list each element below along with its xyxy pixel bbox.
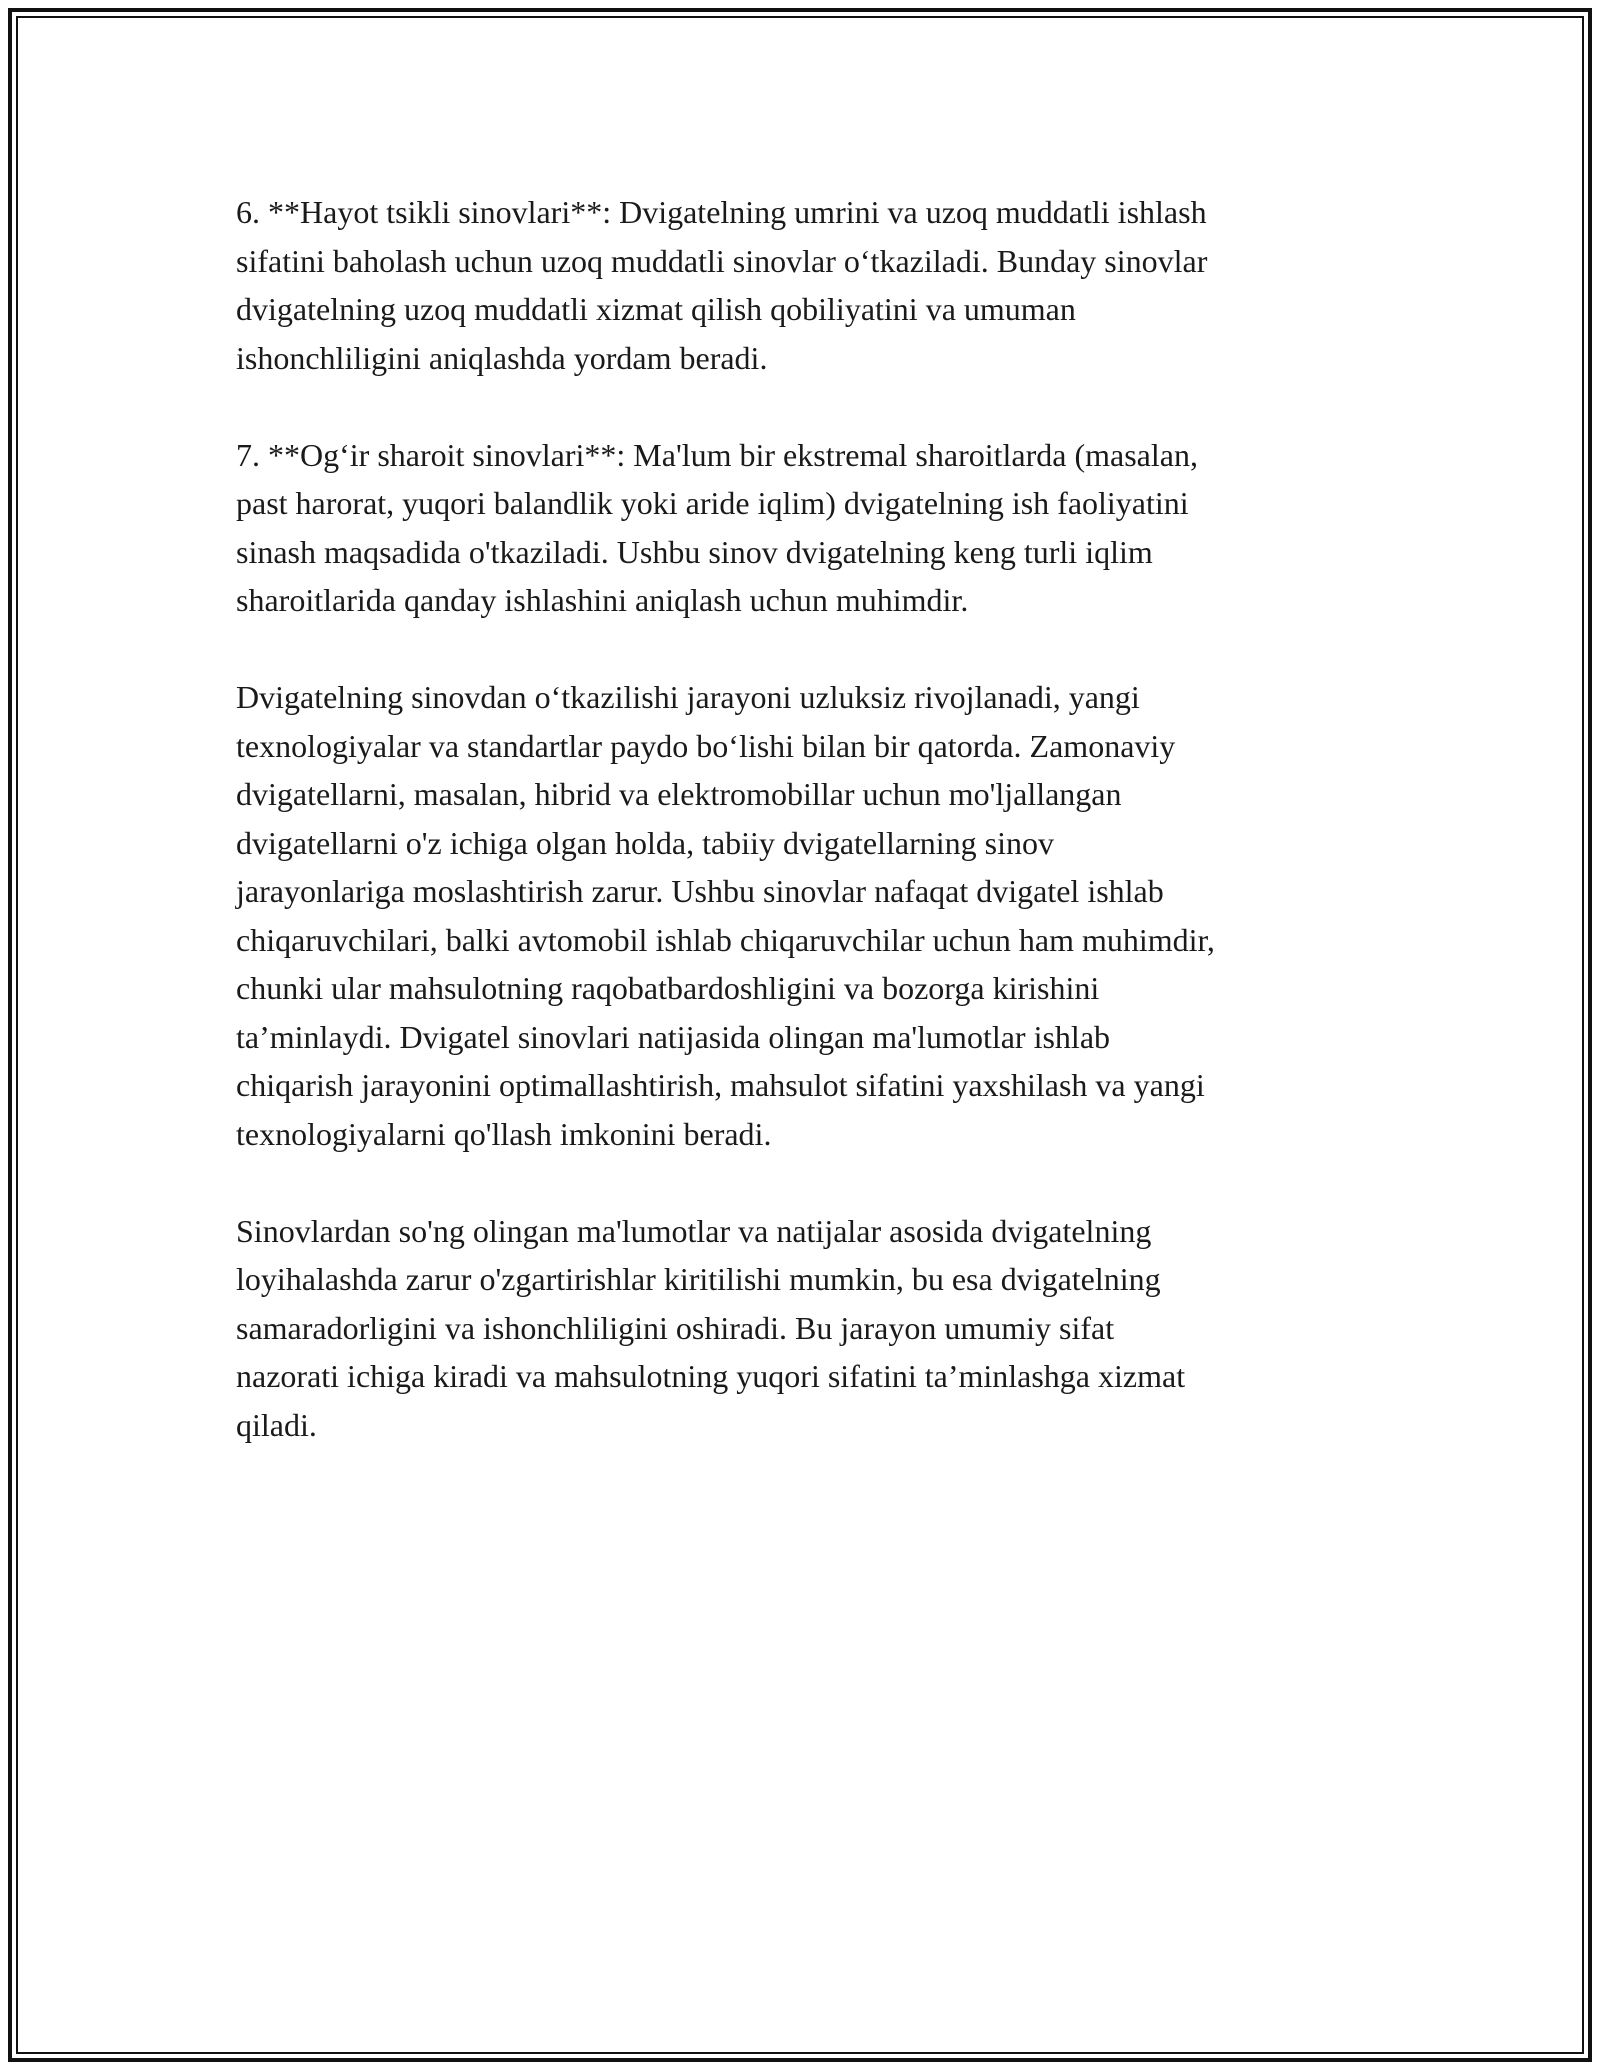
- text-line: sharoitlarida qanday ishlashini aniqlash uchun muhimdir.: [236, 582, 969, 618]
- text-line: loyihalashda zarur o'zgartirishlar kiritilishi mumkin, bu esa dvigatelning: [236, 1261, 1161, 1297]
- text-line: Dvigatelning sinovdan o‘tkazilishi jarayoni uzluksiz rivojlanadi, yangi: [236, 679, 1140, 715]
- text-line: dvigatelning uzoq muddatli xizmat qilish qobiliyatini va umuman: [236, 291, 1076, 327]
- text-line: Sinovlardan so'ng olingan ma'lumotlar va natijalar asosida dvigatelning: [236, 1212, 1152, 1249]
- text-line: qiladi.: [236, 1406, 317, 1443]
- document-body: [236, 188, 1376, 1449]
- paragraph-conclusion: [236, 1207, 1376, 1450]
- text-line: jarayonlariga moslashtirish zarur. Ushbu sinovlar nafaqat dvigatel ishlab: [236, 873, 1164, 909]
- text-line: 7. **Og‘ir sharoit sinovlari**: Ma'lum bir ekstremal sharoitlarda (masalan,: [236, 436, 1198, 473]
- text-line: ta’minlaydi. Dvigatel sinovlari natijasida olingan ma'lumotlar ishlab: [236, 1018, 1111, 1055]
- text-line: samaradorligini va ishonchliligini oshiradi. Bu jarayon umumiy sifat: [236, 1309, 1115, 1346]
- text-line: texnologiyalar va standartlar paydo bo‘lishi bilan bir qatorda. Zamonaviy: [236, 727, 1176, 764]
- text-line: dvigatellarni, masalan, hibrid va elektromobillar uchun mo'ljallangan: [236, 776, 1122, 812]
- paragraph-life-cycle-tests: [236, 188, 1376, 382]
- text-line: past harorat, yuqori balandlik yoki aride iqlim) dvigatelning ish faoliyatini: [236, 485, 1189, 521]
- text-line: sinash maqsadida o'tkaziladi. Ushbu sinov dvigatelning keng turli iqlim: [236, 533, 1153, 570]
- text-line: 6. **Hayot tsikli sinovlari**: Dvigatelning umrini va uzoq muddatli ishlash: [236, 194, 1207, 230]
- text-line: nazorati ichiga kiradi va mahsulotning yuqori sifatini ta’minlashga xizmat: [236, 1358, 1186, 1394]
- text-line: texnologiyalarni qo'llash imkonini beradi.: [236, 1115, 772, 1152]
- text-line: chunki ular mahsulotning raqobatbardoshligini va bozorga kirishini: [236, 970, 1100, 1006]
- text-line: sifatini baholash uchun uzoq muddatli sinovlar o‘tkaziladi. Bunday sinovlar: [236, 242, 1208, 279]
- paragraph-harsh-condition-tests: [236, 431, 1376, 625]
- text-line: dvigatellarni o'z ichiga olgan holda, tabiiy dvigatellarning sinov: [236, 824, 1054, 861]
- text-line: ishonchliligini aniqlashda yordam beradi.: [236, 339, 768, 376]
- text-line: chiqarish jarayonini optimallashtirish, mahsulot sifatini yaxshilash va yangi: [236, 1067, 1205, 1103]
- paragraph-testing-evolution: [236, 673, 1376, 1158]
- text-line: chiqaruvchilari, balki avtomobil ishlab chiqaruvchilar uchun ham muhimdir,: [236, 921, 1215, 958]
